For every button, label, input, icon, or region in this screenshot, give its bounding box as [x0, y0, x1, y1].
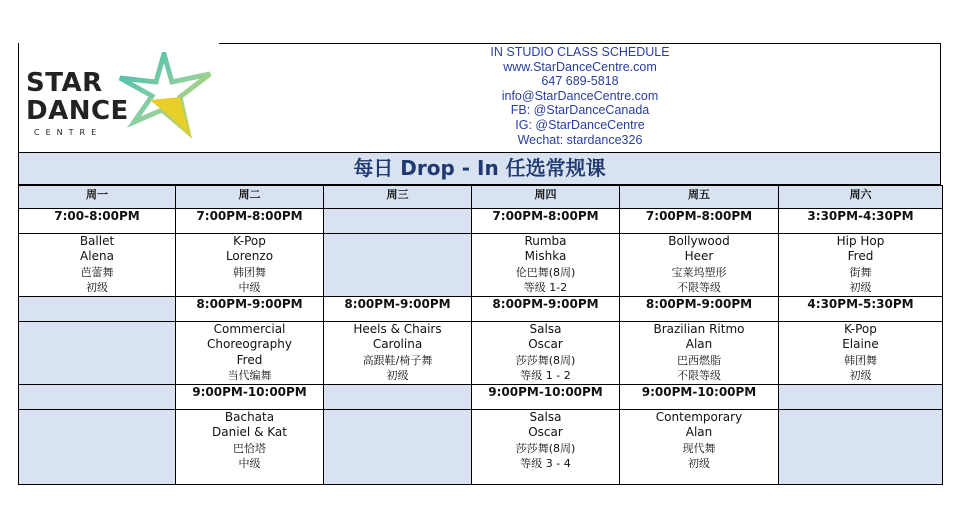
time-slot: 9:00PM-10:00PM: [472, 385, 620, 410]
time-slot: 9:00PM-10:00PM: [176, 385, 324, 410]
class-detail: 韩团舞: [233, 265, 266, 279]
title-band: [18, 152, 941, 185]
time-slot: 3:30PM-4:30PM: [779, 209, 943, 234]
time-row: [19, 297, 943, 322]
time-slot: 7:00PM-8:00PM: [176, 209, 324, 234]
empty-time-slot: [19, 297, 176, 322]
class-detail: 当代编舞: [227, 368, 272, 382]
day-header: 周三: [324, 186, 472, 209]
empty-class-cell: [19, 410, 176, 485]
time-slot: 7:00PM-8:00PM: [620, 209, 779, 234]
class-row: [19, 410, 943, 485]
logo-dance-text: DANCE: [26, 96, 129, 126]
class-detail: Heer: [684, 249, 714, 264]
time-slot: 9:00PM-10:00PM: [620, 385, 779, 410]
day-header: 周四: [472, 186, 620, 209]
class-name: Rumba: [524, 234, 567, 248]
class-detail: 伦巴舞(8周): [515, 265, 576, 279]
class-detail: Daniel & Kat: [212, 425, 287, 440]
class-detail: Carolina: [372, 337, 423, 352]
class-row: [19, 322, 943, 385]
time-row: [19, 209, 943, 234]
class-cell: [779, 234, 943, 297]
class-cell: [472, 234, 620, 297]
facebook-handle: FB: @StarDanceCanada: [510, 103, 650, 118]
class-detail: Lorenzo: [225, 249, 274, 264]
page-title: 每日 Drop - In 任选常规课: [353, 156, 606, 180]
class-name: Ballet: [79, 234, 115, 248]
class-cell: [472, 410, 620, 485]
class-cell: [176, 410, 324, 485]
class-detail: 巴恰塔: [233, 441, 266, 455]
class-cell: [176, 322, 324, 385]
class-name: Heels & Chairs: [353, 322, 442, 336]
title-right-border: [940, 152, 941, 185]
class-detail: 初级: [849, 280, 872, 294]
class-cell: [472, 322, 620, 385]
empty-time-slot: [779, 385, 943, 410]
day-header: 周六: [779, 186, 943, 209]
time-row: [19, 385, 943, 410]
time-slot: 7:00PM-8:00PM: [472, 209, 620, 234]
day-header: 周一: [19, 186, 176, 209]
class-detail: 街舞: [849, 265, 872, 279]
email-link[interactable]: info@StarDanceCentre.com: [501, 88, 659, 103]
class-detail: 等级 1 - 2: [520, 368, 571, 382]
time-slot: 8:00PM-9:00PM: [176, 297, 324, 322]
time-slot: 8:00PM-9:00PM: [620, 297, 779, 322]
class-detail: 中级: [238, 280, 261, 294]
time-slot: 8:00PM-9:00PM: [472, 297, 620, 322]
class-cell: [176, 234, 324, 297]
class-detail: 初级: [86, 280, 108, 294]
class-name: Contemporary: [655, 410, 743, 424]
website-link[interactable]: www.StarDanceCentre.com: [503, 59, 657, 74]
info-right-border: [940, 43, 941, 152]
time-slot: 7:00-8:00PM: [19, 209, 176, 234]
class-detail: Alan: [685, 425, 713, 440]
logo: [26, 52, 216, 147]
class-detail: 初级: [849, 368, 872, 382]
empty-time-slot: [324, 209, 472, 234]
schedule-table: [18, 185, 943, 485]
empty-time-slot: [19, 385, 176, 410]
class-detail: 等级 3 - 4: [520, 456, 571, 470]
class-name: K-Pop: [844, 322, 877, 336]
day-header: 周五: [620, 186, 779, 209]
class-detail: 高跟鞋/椅子舞: [362, 353, 433, 367]
empty-time-slot: [324, 385, 472, 410]
class-detail: Alan: [685, 337, 713, 352]
empty-class-cell: [324, 410, 472, 485]
class-detail: Fred: [847, 249, 874, 264]
empty-class-cell: [19, 322, 176, 385]
class-cell: [19, 234, 176, 297]
class-name: Brazilian Ritmo: [653, 322, 745, 336]
class-detail: Oscar: [528, 425, 563, 440]
class-detail: 现代舞: [682, 441, 716, 455]
class-cell: [620, 410, 779, 485]
class-detail: 不限等级: [677, 280, 721, 294]
class-detail: Elaine: [842, 337, 879, 352]
class-cell: [620, 322, 779, 385]
info-line: IN STUDIO CLASS SCHEDULE: [490, 45, 670, 59]
class-detail: 莎莎舞(8周): [515, 441, 576, 455]
class-name: Commercial: [213, 322, 286, 336]
day-header-row: [19, 186, 943, 209]
instagram-handle: IG: @StarDanceCentre: [515, 117, 645, 132]
class-detail: 初级: [688, 456, 710, 470]
class-cell: [779, 322, 943, 385]
class-name: Bachata: [224, 410, 275, 424]
class-detail: 不限等级: [677, 368, 721, 382]
class-name: Salsa: [529, 322, 562, 336]
class-detail: 等级 1-2: [523, 280, 568, 294]
class-detail: 巴西燃脂: [677, 353, 721, 367]
class-detail: 芭蕾舞: [80, 265, 114, 279]
empty-class-cell: [324, 234, 472, 297]
class-name: Hip Hop: [836, 234, 885, 248]
class-detail: Mishka: [524, 249, 567, 264]
logo-centre-text: CENTRE: [34, 128, 103, 137]
class-detail: 中级: [238, 456, 261, 470]
class-detail: Choreography: [207, 337, 292, 352]
class-name: K-Pop: [233, 234, 266, 248]
class-cell: [620, 234, 779, 297]
phone-number: 647 689-5818: [541, 74, 619, 89]
logo-star-text: STAR: [26, 68, 103, 98]
class-detail: 韩团舞: [844, 353, 877, 367]
class-detail: Fred: [236, 352, 263, 367]
title-left-border: [18, 152, 19, 185]
class-row: [19, 234, 943, 297]
class-detail: 初级: [386, 368, 409, 382]
time-slot: 8:00PM-9:00PM: [324, 297, 472, 322]
empty-class-cell: [779, 410, 943, 485]
class-name: Salsa: [529, 410, 562, 424]
time-slot: 4:30PM-5:30PM: [779, 297, 943, 322]
class-cell: [324, 322, 472, 385]
day-header: 周二: [176, 186, 324, 209]
class-detail: 宝莱坞塑形: [671, 265, 727, 279]
class-detail: Oscar: [528, 337, 563, 352]
class-name: Bollywood: [668, 234, 730, 248]
wechat-handle: Wechat: stardance326: [517, 132, 643, 147]
class-detail: Alena: [80, 249, 114, 264]
contact-info: [220, 44, 940, 152]
class-detail: 莎莎舞(8周): [515, 353, 576, 367]
